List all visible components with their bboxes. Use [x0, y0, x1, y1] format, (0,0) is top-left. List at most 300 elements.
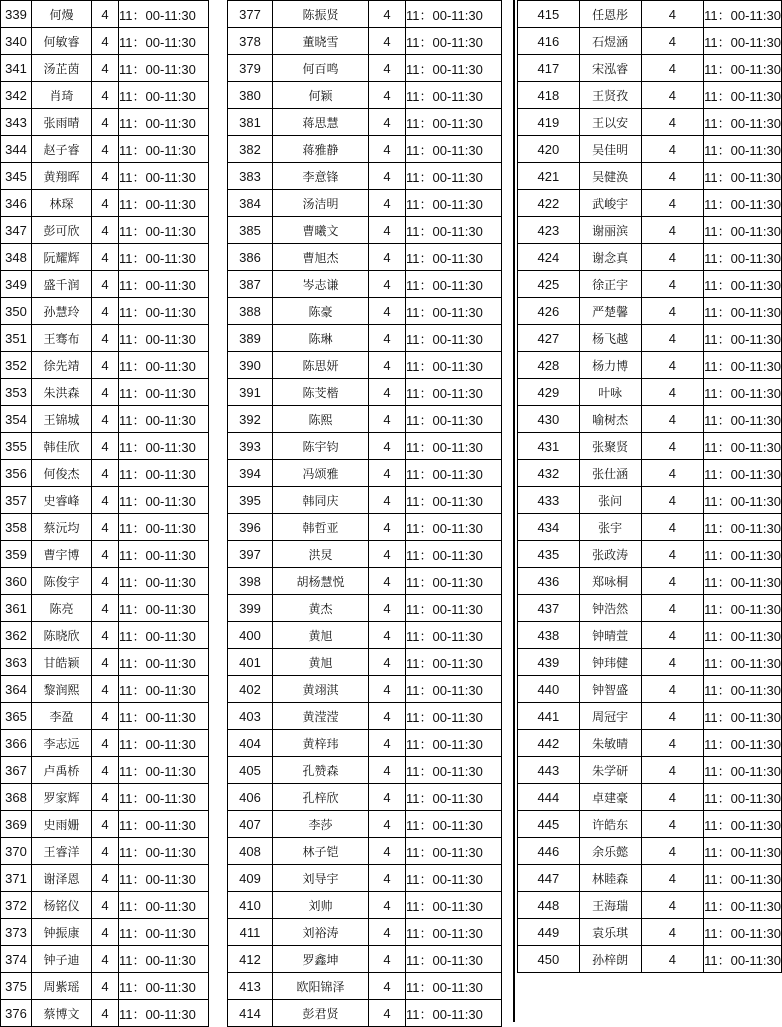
student-name: 孔赞森: [273, 757, 369, 784]
table-row: [518, 55, 782, 82]
table-row: [1, 325, 209, 352]
time-slot: 11：00-11:30: [704, 244, 782, 271]
time-slot: 11：00-11:30: [406, 514, 502, 541]
time-slot: 11：00-11:30: [119, 622, 209, 649]
class-number: 4: [641, 217, 704, 244]
class-number: 4: [641, 190, 704, 217]
class-number: 4: [641, 703, 704, 730]
time-slot: 11：00-11:30: [406, 892, 502, 919]
table-row: [518, 514, 782, 541]
table-row: [518, 217, 782, 244]
student-name: 许皓东: [579, 811, 641, 838]
row-number: 436: [518, 568, 580, 595]
class-number: 4: [641, 352, 704, 379]
student-name: 黎润熙: [32, 676, 92, 703]
time-slot: 11：00-11:30: [406, 433, 502, 460]
time-slot: 11：00-11:30: [119, 676, 209, 703]
class-number: 4: [369, 865, 406, 892]
class-number: 4: [369, 217, 406, 244]
row-number: 384: [228, 190, 273, 217]
class-number: 4: [641, 244, 704, 271]
table-row: [228, 163, 502, 190]
student-name: 林琛: [32, 190, 92, 217]
class-number: 4: [92, 55, 119, 82]
class-number: 4: [641, 271, 704, 298]
class-number: 4: [92, 379, 119, 406]
class-number: 4: [369, 163, 406, 190]
time-slot: 11：00-11:30: [704, 514, 782, 541]
time-slot: 11：00-11:30: [704, 109, 782, 136]
student-name: 韩佳欣: [32, 433, 92, 460]
table-row: [518, 298, 782, 325]
time-slot: 11：00-11:30: [704, 271, 782, 298]
table-row: [518, 244, 782, 271]
student-name: 李志远: [32, 730, 92, 757]
time-slot: 11：00-11:30: [406, 163, 502, 190]
time-slot: 11：00-11:30: [119, 811, 209, 838]
table-row: [1, 703, 209, 730]
table-row: [228, 406, 502, 433]
student-name: 张聚贤: [579, 433, 641, 460]
student-name: 喻树杰: [579, 406, 641, 433]
row-number: 375: [1, 973, 32, 1000]
student-name: 张宇: [579, 514, 641, 541]
student-name: 王海瑞: [579, 892, 641, 919]
student-name: 彭君贤: [273, 1000, 369, 1027]
class-number: 4: [369, 1000, 406, 1027]
class-number: 4: [92, 1000, 119, 1027]
row-number: 435: [518, 541, 580, 568]
time-slot: 11：00-11:30: [406, 595, 502, 622]
table-row: [1, 460, 209, 487]
class-number: 4: [641, 595, 704, 622]
time-slot: 11：00-11:30: [704, 865, 782, 892]
table-row: [518, 190, 782, 217]
row-number: 377: [228, 1, 273, 28]
table-row: [228, 352, 502, 379]
table-row: [228, 82, 502, 109]
student-name: 岑志谦: [273, 271, 369, 298]
row-number: 449: [518, 919, 580, 946]
class-number: 4: [369, 973, 406, 1000]
time-slot: 11：00-11:30: [119, 244, 209, 271]
student-name: 曹曦文: [273, 217, 369, 244]
class-number: 4: [641, 109, 704, 136]
class-number: 4: [641, 784, 704, 811]
row-number: 429: [518, 379, 580, 406]
student-name: 宋泓睿: [579, 55, 641, 82]
time-slot: 11：00-11:30: [406, 325, 502, 352]
table-row: [518, 352, 782, 379]
time-slot: 11：00-11:30: [119, 433, 209, 460]
time-slot: 11：00-11:30: [406, 541, 502, 568]
student-name: 黄梓玮: [273, 730, 369, 757]
student-name: 钟子迪: [32, 946, 92, 973]
column-block-3: [517, 0, 782, 973]
class-number: 4: [92, 352, 119, 379]
row-number: 364: [1, 676, 32, 703]
row-number: 437: [518, 595, 580, 622]
time-slot: 11：00-11:30: [704, 298, 782, 325]
time-slot: 11：00-11:30: [119, 892, 209, 919]
time-slot: 11：00-11:30: [704, 730, 782, 757]
table-row: [228, 217, 502, 244]
time-slot: 11：00-11:30: [704, 28, 782, 55]
row-number: 434: [518, 514, 580, 541]
row-number: 344: [1, 136, 32, 163]
student-name: 钟玮健: [579, 649, 641, 676]
class-number: 4: [369, 325, 406, 352]
row-number: 385: [228, 217, 273, 244]
time-slot: 11：00-11:30: [406, 676, 502, 703]
time-slot: 11：00-11:30: [704, 541, 782, 568]
class-number: 4: [369, 595, 406, 622]
class-number: 4: [92, 190, 119, 217]
time-slot: 11：00-11:30: [406, 811, 502, 838]
row-number: 428: [518, 352, 580, 379]
table-row: [1, 541, 209, 568]
class-number: 4: [641, 298, 704, 325]
time-slot: 11：00-11:30: [704, 190, 782, 217]
class-number: 4: [92, 568, 119, 595]
student-name: 朱洪森: [32, 379, 92, 406]
time-slot: 11：00-11:30: [704, 1, 782, 28]
student-name: 何熳: [32, 1, 92, 28]
student-name: 赵子睿: [32, 136, 92, 163]
table-row: [1, 568, 209, 595]
student-name: 陈振贤: [273, 1, 369, 28]
student-name: 张政涛: [579, 541, 641, 568]
student-name: 黄杰: [273, 595, 369, 622]
class-number: 4: [92, 946, 119, 973]
class-number: 4: [369, 649, 406, 676]
table-row: [1, 298, 209, 325]
student-name: 王锦城: [32, 406, 92, 433]
time-slot: 11：00-11:30: [704, 946, 782, 973]
class-number: 4: [369, 433, 406, 460]
time-slot: 11：00-11:30: [119, 838, 209, 865]
class-number: 4: [369, 676, 406, 703]
student-name: 周紫瑶: [32, 973, 92, 1000]
time-slot: 11：00-11:30: [406, 244, 502, 271]
student-name: 谢念真: [579, 244, 641, 271]
student-name: 蔡博文: [32, 1000, 92, 1027]
class-number: 4: [641, 622, 704, 649]
column-block-2: [227, 0, 502, 1027]
row-number: 373: [1, 919, 32, 946]
row-number: 353: [1, 379, 32, 406]
table-row: [518, 757, 782, 784]
row-number: 342: [1, 82, 32, 109]
table-row: [518, 730, 782, 757]
row-number: 381: [228, 109, 273, 136]
table-row: [1, 190, 209, 217]
class-number: 4: [369, 136, 406, 163]
table-row: [518, 325, 782, 352]
table-row: [228, 757, 502, 784]
class-number: 4: [641, 946, 704, 973]
time-slot: 11：00-11:30: [704, 919, 782, 946]
row-number: 390: [228, 352, 273, 379]
student-name: 陈晓欣: [32, 622, 92, 649]
row-number: 397: [228, 541, 273, 568]
time-slot: 11：00-11:30: [406, 865, 502, 892]
time-slot: 11：00-11:30: [406, 271, 502, 298]
student-name: 董晓雪: [273, 28, 369, 55]
student-name: 钟晴萱: [579, 622, 641, 649]
table-row: [1, 217, 209, 244]
student-name: 徐先靖: [32, 352, 92, 379]
time-slot: 11：00-11:30: [406, 1000, 502, 1027]
table-row: [1, 865, 209, 892]
row-number: 392: [228, 406, 273, 433]
class-number: 4: [641, 757, 704, 784]
student-name: 蒋思慧: [273, 109, 369, 136]
table-row: [518, 622, 782, 649]
student-name: 何俊杰: [32, 460, 92, 487]
table-row: [518, 865, 782, 892]
class-number: 4: [369, 487, 406, 514]
student-name: 王睿洋: [32, 838, 92, 865]
table-row: [1, 352, 209, 379]
table-row: [228, 730, 502, 757]
table-row: [228, 946, 502, 973]
time-slot: 11：00-11:30: [704, 163, 782, 190]
row-number: 366: [1, 730, 32, 757]
row-number: 448: [518, 892, 580, 919]
class-number: 4: [641, 460, 704, 487]
row-number: 383: [228, 163, 273, 190]
table-row: [1, 82, 209, 109]
student-name: 杨飞越: [579, 325, 641, 352]
table-row: [1, 28, 209, 55]
time-slot: 11：00-11:30: [406, 352, 502, 379]
table-row: [518, 163, 782, 190]
row-number: 371: [1, 865, 32, 892]
time-slot: 11：00-11:30: [119, 28, 209, 55]
table-row: [1, 487, 209, 514]
class-number: 4: [369, 271, 406, 298]
student-name: 黄滢滢: [273, 703, 369, 730]
class-number: 4: [641, 325, 704, 352]
row-number: 367: [1, 757, 32, 784]
class-number: 4: [369, 298, 406, 325]
class-number: 4: [92, 28, 119, 55]
row-number: 440: [518, 676, 580, 703]
time-slot: 11：00-11:30: [704, 784, 782, 811]
time-slot: 11：00-11:30: [119, 919, 209, 946]
student-name: 盛千润: [32, 271, 92, 298]
student-name: 汤芷茵: [32, 55, 92, 82]
student-name: 武峻宇: [579, 190, 641, 217]
student-name: 彭可欣: [32, 217, 92, 244]
time-slot: 11：00-11:30: [704, 676, 782, 703]
row-number: 369: [1, 811, 32, 838]
student-name: 汤洁明: [273, 190, 369, 217]
row-number: 423: [518, 217, 580, 244]
student-name: 李盈: [32, 703, 92, 730]
table-row: [518, 109, 782, 136]
table-row: [1, 784, 209, 811]
student-name: 钟振康: [32, 919, 92, 946]
student-name: 任恩彤: [579, 1, 641, 28]
class-number: 4: [92, 811, 119, 838]
time-slot: 11：00-11:30: [406, 973, 502, 1000]
time-slot: 11：00-11:30: [406, 460, 502, 487]
row-number: 368: [1, 784, 32, 811]
time-slot: 11：00-11:30: [406, 649, 502, 676]
student-name: 陈芠楷: [273, 379, 369, 406]
row-number: 418: [518, 82, 580, 109]
row-number: 447: [518, 865, 580, 892]
student-name: 陈思妍: [273, 352, 369, 379]
table-row: [228, 28, 502, 55]
table-row: [518, 703, 782, 730]
student-name: 胡杨慧悦: [273, 568, 369, 595]
time-slot: 11：00-11:30: [406, 784, 502, 811]
column-block-1: [0, 0, 209, 1027]
student-name: 袁乐琪: [579, 919, 641, 946]
table-row: [1, 514, 209, 541]
class-number: 4: [92, 541, 119, 568]
class-number: 4: [92, 460, 119, 487]
time-slot: 11：00-11:30: [704, 136, 782, 163]
class-number: 4: [92, 838, 119, 865]
table-row: [518, 919, 782, 946]
table-row: [1, 379, 209, 406]
time-slot: 11：00-11:30: [119, 136, 209, 163]
student-name: 林子铠: [273, 838, 369, 865]
row-number: 446: [518, 838, 580, 865]
row-number: 445: [518, 811, 580, 838]
row-number: 391: [228, 379, 273, 406]
time-slot: 11：00-11:30: [704, 568, 782, 595]
row-number: 427: [518, 325, 580, 352]
time-slot: 11：00-11:30: [119, 109, 209, 136]
table-row: [518, 649, 782, 676]
row-number: 415: [518, 1, 580, 28]
row-number: 341: [1, 55, 32, 82]
class-number: 4: [641, 487, 704, 514]
time-slot: 11：00-11:30: [704, 460, 782, 487]
row-number: 363: [1, 649, 32, 676]
row-number: 393: [228, 433, 273, 460]
class-number: 4: [641, 433, 704, 460]
row-number: 407: [228, 811, 273, 838]
row-number: 408: [228, 838, 273, 865]
table-row: [228, 541, 502, 568]
student-name: 罗家辉: [32, 784, 92, 811]
row-number: 350: [1, 298, 32, 325]
time-slot: 11：00-11:30: [406, 379, 502, 406]
student-name: 周冠宇: [579, 703, 641, 730]
row-number: 361: [1, 595, 32, 622]
row-number: 388: [228, 298, 273, 325]
table-row: [518, 82, 782, 109]
table-row: [518, 568, 782, 595]
time-slot: 11：00-11:30: [119, 487, 209, 514]
class-number: 4: [369, 244, 406, 271]
table-row: [518, 838, 782, 865]
class-number: 4: [92, 865, 119, 892]
class-number: 4: [641, 136, 704, 163]
class-number: 4: [369, 730, 406, 757]
class-number: 4: [92, 136, 119, 163]
schedule-table-2: [227, 0, 502, 1027]
time-slot: 11：00-11:30: [406, 28, 502, 55]
row-number: 414: [228, 1000, 273, 1027]
student-name: 王贤孜: [579, 82, 641, 109]
table-row: [1, 649, 209, 676]
time-slot: 11：00-11:30: [119, 298, 209, 325]
class-number: 4: [641, 163, 704, 190]
class-number: 4: [92, 217, 119, 244]
time-slot: 11：00-11:30: [119, 217, 209, 244]
time-slot: 11：00-11:30: [119, 973, 209, 1000]
class-number: 4: [92, 730, 119, 757]
row-number: 430: [518, 406, 580, 433]
student-name: 史雨姗: [32, 811, 92, 838]
time-slot: 11：00-11:30: [119, 163, 209, 190]
table-row: [1, 946, 209, 973]
row-number: 340: [1, 28, 32, 55]
time-slot: 11：00-11:30: [704, 433, 782, 460]
table-row: [518, 28, 782, 55]
student-name: 陈俊宇: [32, 568, 92, 595]
table-row: [1, 1000, 209, 1027]
row-number: 402: [228, 676, 273, 703]
row-number: 396: [228, 514, 273, 541]
class-number: 4: [92, 109, 119, 136]
time-slot: 11：00-11:30: [406, 487, 502, 514]
student-name: 黄旭: [273, 622, 369, 649]
row-number: 432: [518, 460, 580, 487]
student-name: 张雨晴: [32, 109, 92, 136]
table-row: [228, 1000, 502, 1027]
student-name: 黄翔晖: [32, 163, 92, 190]
class-number: 4: [92, 973, 119, 1000]
row-number: 347: [1, 217, 32, 244]
class-number: 4: [369, 514, 406, 541]
table-row: [228, 676, 502, 703]
time-slot: 11：00-11:30: [704, 595, 782, 622]
time-slot: 11：00-11:30: [119, 703, 209, 730]
class-number: 4: [641, 406, 704, 433]
time-slot: 11：00-11:30: [119, 82, 209, 109]
table-row: [228, 811, 502, 838]
student-name: 林睦森: [579, 865, 641, 892]
row-number: 339: [1, 1, 32, 28]
student-name: 陈亮: [32, 595, 92, 622]
student-name: 朱敏晴: [579, 730, 641, 757]
student-name: 洪炅: [273, 541, 369, 568]
table-row: [228, 325, 502, 352]
student-name: 徐正宇: [579, 271, 641, 298]
class-number: 4: [369, 811, 406, 838]
student-name: 张仕涵: [579, 460, 641, 487]
row-number: 421: [518, 163, 580, 190]
table-row: [228, 649, 502, 676]
time-slot: 11：00-11:30: [406, 109, 502, 136]
table-row: [228, 973, 502, 1000]
row-number: 401: [228, 649, 273, 676]
time-slot: 11：00-11:30: [704, 703, 782, 730]
time-slot: 11：00-11:30: [406, 136, 502, 163]
class-number: 4: [369, 541, 406, 568]
time-slot: 11：00-11:30: [119, 1, 209, 28]
student-name: 阮耀辉: [32, 244, 92, 271]
row-number: 398: [228, 568, 273, 595]
